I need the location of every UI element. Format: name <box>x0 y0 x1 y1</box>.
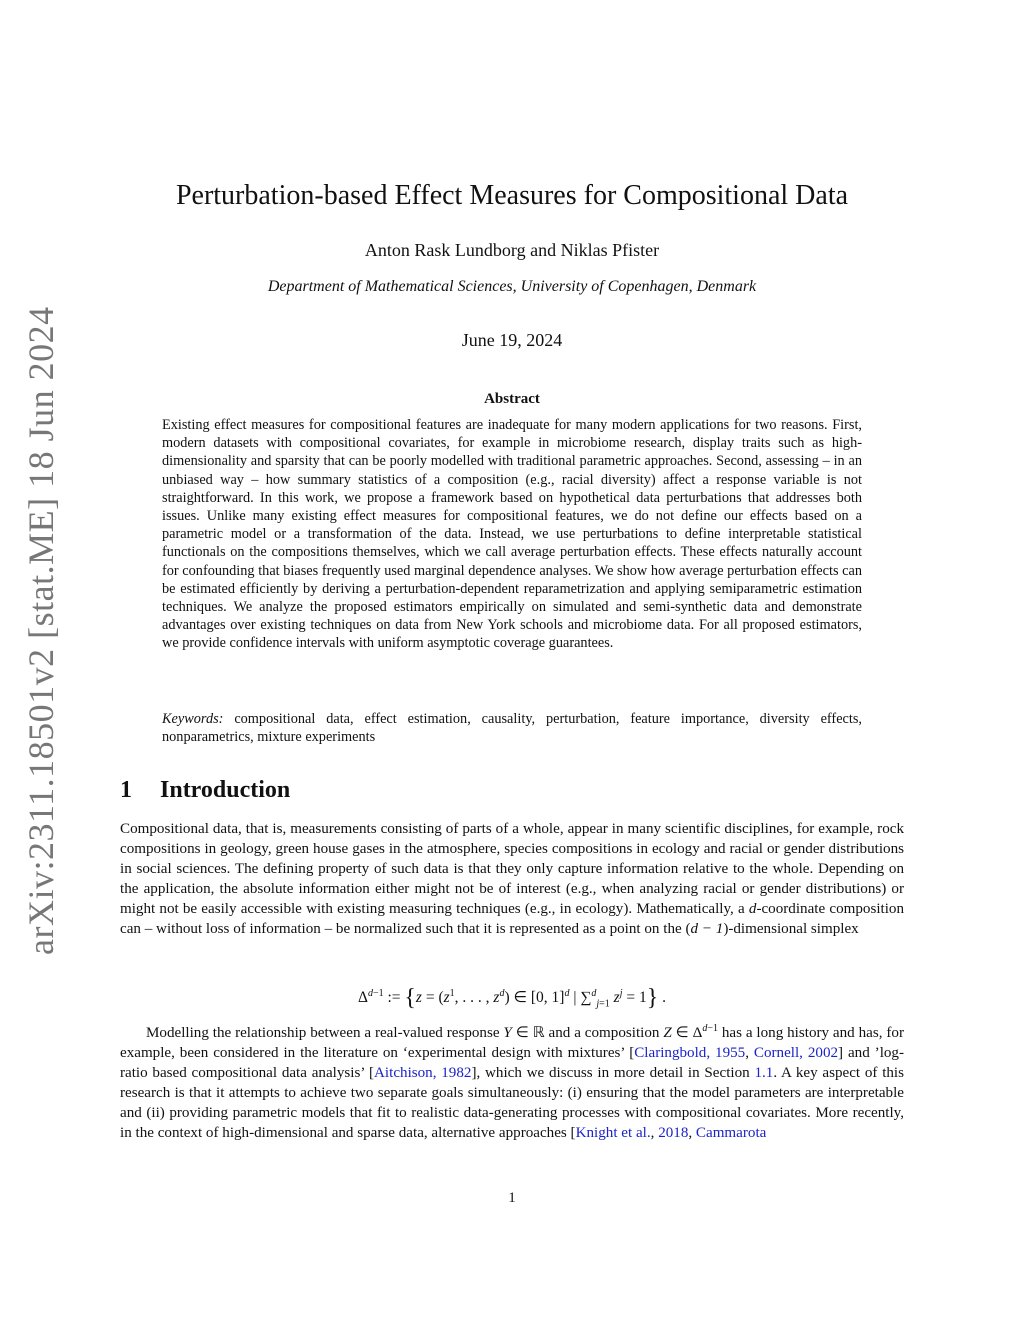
citation-aitchison[interactable]: Aitchison, 1982 <box>374 1065 472 1082</box>
section-number: 1 <box>120 777 132 803</box>
section-reference-link[interactable]: 1.1 <box>754 1065 774 1082</box>
paper-title: Perturbation-based Effect Measures for Compositional Data <box>175 180 849 211</box>
citation-cornell[interactable]: Cornell, 2002 <box>753 1045 839 1062</box>
keywords-text: compositional data, effect estimation, causality, perturbation, feature importance, diversity effects, nonparametrics, mixture experiments <box>162 711 862 746</box>
page-number: 1 <box>508 1190 516 1206</box>
citation-cammarota[interactable]: Cammarota <box>695 1125 767 1142</box>
section-title: Introduction <box>160 777 291 803</box>
section-heading <box>120 775 290 805</box>
paper-authors: Anton Rask Lundborg and Niklas Pfister <box>364 240 660 260</box>
citation-knight[interactable]: Knight et al. <box>575 1125 651 1142</box>
author-affiliation: Department of Mathematical Sciences, University of Copenhagen, Denmark <box>267 278 757 295</box>
abstract-body: Existing effect measures for compositional features are inadequate for many modern applications for two reasons. First, modern datasets with compositional covariates, for example in microbiome research, display traits such as high-dimensionality and sparsity that can be poorly modelled with traditional parametric approaches. Second, assessing – in an unbiased way – how summary statistics of a composition (e.g., racial diversity) affect a response variable is not straightforward. In this work, we propose a framework based on hypothetical data perturbations that addresses both issues. Unlike many existing effect measures for compositional features, we do not define our effects based on a parametric model or a transformation of the data. Instead, we use perturbations to define interpretable statistical functionals on the compositions themselves, which we call average perturbation effects. These effects naturally account for confounding that biases frequently used marginal dependence analyses. We show how average perturbation effects can be estimated efficiently by deriving a perturbation-dependent reparametrization and applying semiparametric estimation techniques. We analyze the proposed estimators empirically on simulated and semi-synthetic data and demonstrate advantages over existing techniques on data from New York schools and microbiome data. For all proposed estimators, we provide confidence intervals with uniform asymptotic coverage guarantees. <box>162 417 862 652</box>
simplex-equation: $\Delta^{d-1}$ := {$z = (z^1$, . . . , $z^d$) ∈ [0, 1]$^d$ | ∑$^d_{j=1}$ $z^j = 1$} . <box>357 985 667 1012</box>
keywords <box>162 710 862 747</box>
intro-paragraph-1: Compositional data, that is, measurements consisting of parts of a whole, appear in many scientific disciplines, for example, rock compositions in geology, green house gases in the atmosphere, species compositions in ecology and racial or gender distributions in social sciences. The defining property of such data is that they only capture information relative to the whole. Depending on the application, the absolute information either might not be of interest (e.g., when analyzing racial or gender distributions) or might not be easily accessible with existing measuring techniques (e.g., in ecology). Mathematically, a d-coordinate composition can – without loss of information – be normalized such that it is represented as a point on the (d − 1)-dimensional simplex <box>120 821 904 937</box>
abstract-heading: Abstract <box>484 391 540 407</box>
arxiv-identifier-stamp: arXiv:2311.18501v2 [stat.ME] 18 Jun 2024 <box>21 306 61 955</box>
citation-claringbold[interactable]: Claringbold, 1955 <box>634 1045 746 1062</box>
keywords-label: Keywords: <box>162 711 224 727</box>
intro-paragraph-2: Modelling the relationship between a real-valued response Y ∈ ℝ and a composition Z ∈ $\Delta^{d-1}$ has a long history and has, for example, been considered in the literature on ‘experimental design with mixtures’ [Claringbold, 1955, Cornell, 2002] and ’log-ratio based compositional data analysis’ [Aitchison, 1982], which we discuss in more detail in Section 1.1. A key aspect of this research is that it attempts to achieve two separate goals simultaneously: (i) ensuring that the model parameters are interpretable and (ii) providing parametric models that fit to realistic data-generating processes with compositional covariates. More recently, in the context of high-dimensional and sparse data, alternative approaches [Knight et al., 2018, Cammarota <box>120 1023 905 1142</box>
paper-date: June 19, 2024 <box>461 330 563 350</box>
citation-knight-year[interactable]: 2018 <box>658 1125 689 1142</box>
